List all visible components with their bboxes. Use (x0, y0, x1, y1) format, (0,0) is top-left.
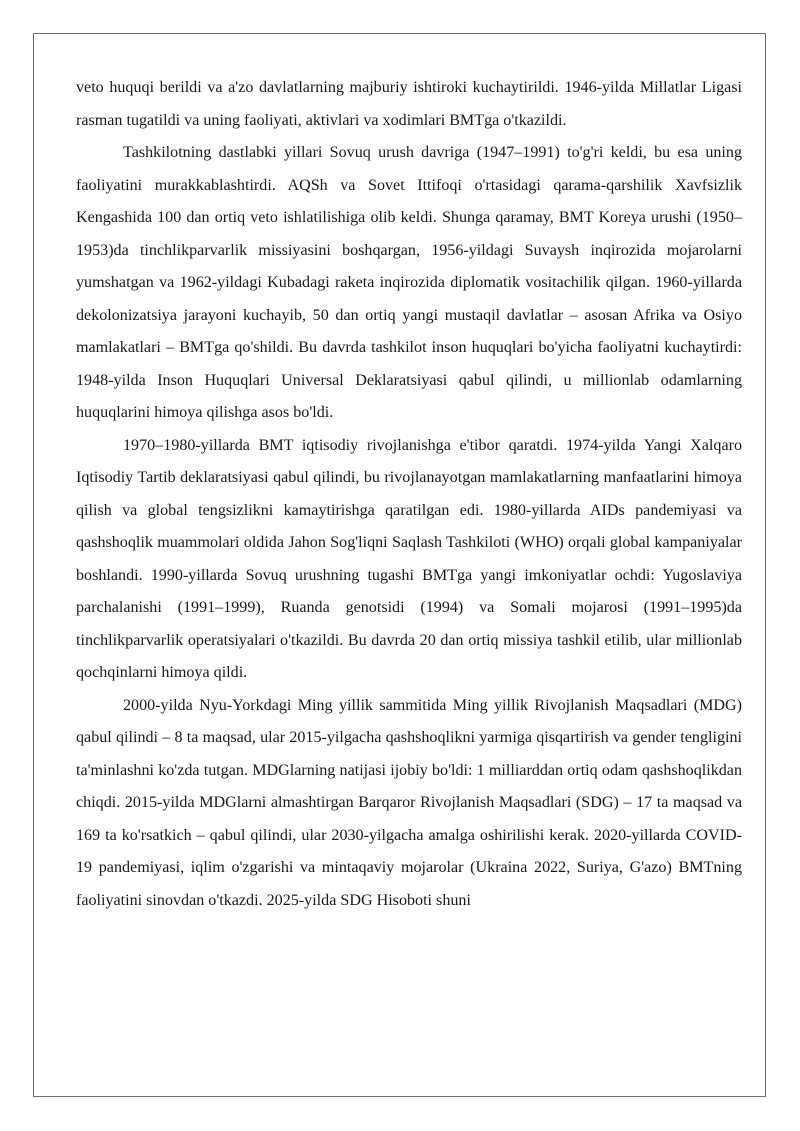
paragraph-2: Tashkilotning dastlabki yillari Sovuq urush davriga (1947–1991) to'g'ri keldi, bu esa uning faoliyatini murakkablashtirdi. AQSh va Sovet Ittifoqi o'rtasidagi qarama-qarshilik Xavfsizlik Kengashida 100 dan ortiq veto ishlatilishiga olib keldi. Shunga qaramay, BMT Koreya urushi (1950–1953)da tinchlikparvarlik missiyasini boshqargan, 1956-yildagi Suvaysh inqirozida mojarolarni yumshatgan va 1962-yildagi Kubadagi raketa inqirozida diplomatik vositachilik qilgan. 1960-yillarda dekolonizatsiya jarayoni kuchayib, 50 dan ortiq yangi mustaqil davlatlar – asosan Afrika va Osiyo mamlakatlari – BMTga qo'shildi. Bu davrda tashkilot inson huquqlari bo'yicha faoliyatni kuchaytirdi: 1948-yilda Inson Huquqlari Universal Deklaratsiyasi qabul qilindi, u millionlab odamlarning huquqlarini himoya qilishga asos bo'ldi. (76, 144, 742, 421)
document-body (76, 72, 742, 917)
paragraph-1: veto huquqi berildi va a'zo davlatlarning majburiy ishtiroki kuchaytirildi. 1946-yilda Millatlar Ligasi rasman tugatildi va uning faoliyati, aktivlari va xodimlari BMTga o'tkazildi. (76, 79, 742, 129)
paragraph-4: 2000-yilda Nyu-Yorkdagi Ming yillik sammitida Ming yillik Rivojlanish Maqsadlari (MDG) qabul qilindi – 8 ta maqsad, ular 2015-yilgacha qashshoqlikni yarmiga qisqartirish va gender tengligini ta'minlashni ko'zda tutgan. MDGlarning natijasi ijobiy bo'ldi: 1 milliarddan ortiq odam qashshoqlikdan chiqdi. 2015-yilda MDGlarni almashtirgan Barqaror Rivojlanish Maqsadlari (SDG) – 17 ta maqsad va 169 ta ko'rsatkich – qabul qilindi, ular 2030-yilgacha amalga oshirilishi kerak. 2020-yillarda COVID-19 pandemiyasi, iqlim o'zgarishi va mintaqaviy mojarolar (Ukraina 2022, Suriya, G'azo) BMTning faoliyatini sinovdan o'tkazdi. 2025-yilda SDG Hisoboti shuni (76, 696, 742, 909)
paragraph-3: 1970–1980-yillarda BMT iqtisodiy rivojlanishga e'tibor qaratdi. 1974-yilda Yangi Xalqaro Iqtisodiy Tartib deklaratsiyasi qabul qilindi, bu rivojlanayotgan mamlakatlarning manfaatlarini himoya qilish va global tengsizlikni kamaytirishga qaratilgan edi. 1980-yillarda AIDs pandemiyasi va qashshoqlik muammolari oldida Jahon Sog'liqni Saqlash Tashkiloti (WHO) orqali global kampaniyalar boshlandi. 1990-yillarda Sovuq urushning tugashi BMTga yangi imkoniyatlar ochdi: Yugoslaviya parchalanishi (1991–1999), Ruanda genotsidi (1994) va Somali mojarosi (1991–1995)da tinchlikparvarlik operatsiyalari o'tkazildi. Bu davrda 20 dan ortiq missiya tashkil etilib, ular millionlab qochqinlarni himoya qildi. (76, 436, 742, 681)
